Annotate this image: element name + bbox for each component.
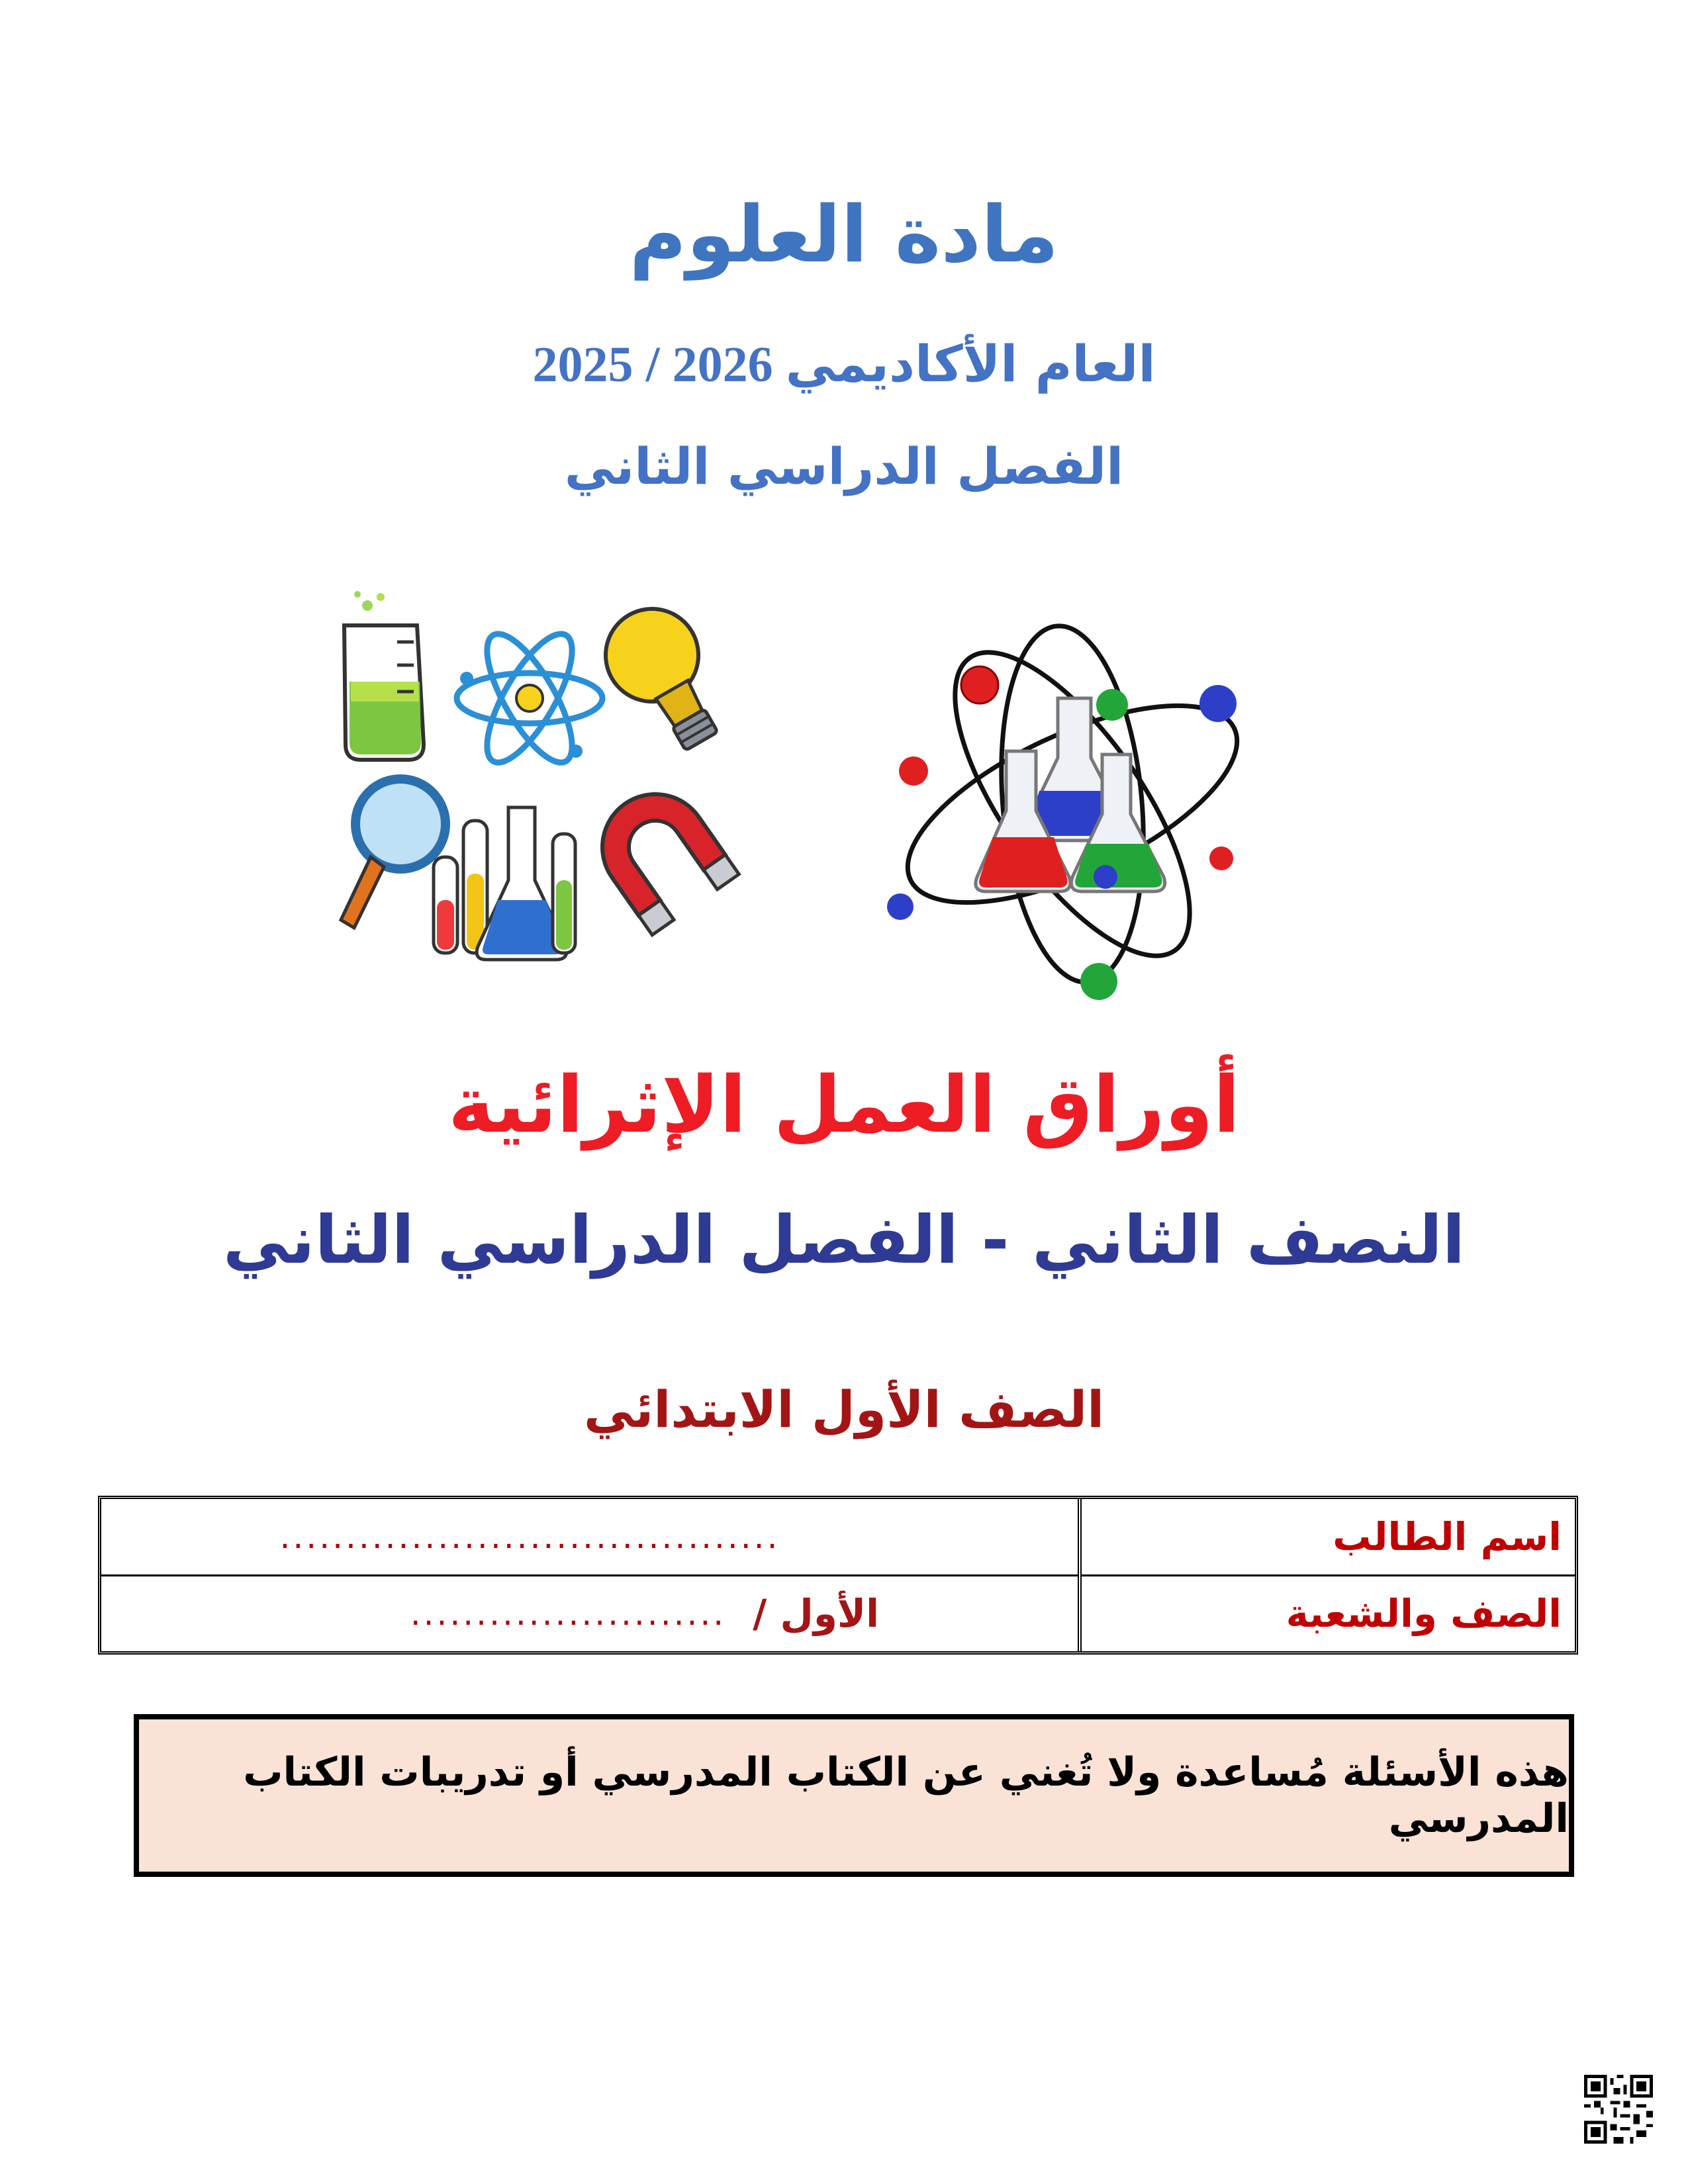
flasks-icon (434, 807, 575, 960)
student-name-label-cell (1082, 1499, 1575, 1576)
notice-box (134, 1714, 1574, 1877)
academic-year (0, 334, 1688, 394)
beaker-icon (344, 591, 424, 760)
grade-title: الصف الأول الابتدائي (583, 1380, 1105, 1439)
class-section-label-cell (1082, 1576, 1575, 1652)
qr-code-icon (1584, 2075, 1653, 2144)
info-values-column (101, 1499, 1078, 1651)
academic-year-value: 2025 / 2026 (532, 337, 773, 392)
notice-text: هذه الأسئلة مُساعدة ولا تُغني عن الكتاب المدرسي أو تدريبات الكتاب المدرسي (243, 1749, 1569, 1842)
science-clipart-group (331, 589, 741, 1006)
class-prefix: الأول / (753, 1591, 879, 1637)
atom-icon (457, 623, 602, 774)
student-name-field[interactable] (101, 1499, 1078, 1576)
class-section-label: الصف والشعبة (1286, 1591, 1562, 1637)
term-title: الفصل الدراسي الثاني (564, 437, 1124, 496)
academic-year-label: العام الأكاديمي (785, 334, 1156, 393)
subject-title: مادة العلوم (629, 189, 1059, 280)
half-term-title: النصف الثاني - الفصل الدراسي الثاني (222, 1201, 1466, 1279)
info-labels-column (1078, 1499, 1575, 1651)
worksheet-title: أوراق العمل الإثرائية (447, 1059, 1241, 1150)
class-section-field[interactable] (101, 1576, 1078, 1652)
atom-with-flasks-icon (880, 599, 1264, 1009)
student-info-table (98, 1496, 1578, 1655)
class-section-dots: ........................ (410, 1594, 727, 1633)
student-name-label: اسم الطالب (1333, 1514, 1562, 1559)
magnifying-glass-icon (341, 779, 445, 928)
magnet-icon (582, 774, 739, 935)
student-name-dots: ...................................... (279, 1517, 780, 1556)
light-bulb-icon (588, 592, 741, 764)
